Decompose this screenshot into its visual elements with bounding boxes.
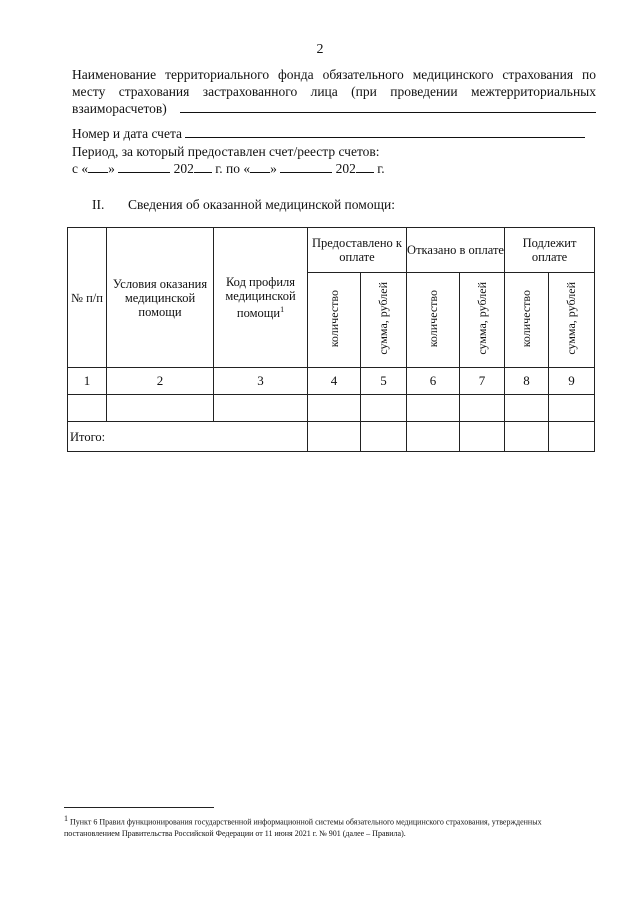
header-profile-code: [214, 228, 308, 368]
total-cell[interactable]: [361, 422, 407, 452]
total-row: [68, 422, 595, 452]
total-cell[interactable]: [460, 422, 505, 452]
header-sum-text: сумма, рублей: [474, 282, 489, 355]
header-sum-text: сумма, рублей: [376, 282, 390, 355]
col-number: 3: [214, 368, 308, 395]
table-cell[interactable]: [107, 395, 214, 422]
period-quote1: »: [108, 161, 115, 176]
col-number: 1: [68, 368, 107, 395]
footnote-ref: 1: [280, 304, 285, 314]
table-cell[interactable]: [505, 395, 549, 422]
total-label: Итого:: [68, 422, 308, 452]
total-cell[interactable]: [505, 422, 549, 452]
column-number-row: [68, 368, 595, 395]
header-presented-qty: [308, 273, 361, 368]
header-refused-qty: [407, 273, 460, 368]
header-presented-sum: [361, 273, 407, 368]
total-cell[interactable]: [308, 422, 361, 452]
period-year1-text: 202: [173, 161, 194, 176]
section-number: II.: [92, 197, 105, 212]
header-qty-text: количество: [326, 289, 341, 348]
header-payable-qty: [505, 273, 549, 368]
period-day2-field[interactable]: [250, 160, 270, 173]
col-number: 4: [308, 368, 361, 395]
footnote-divider: [64, 807, 214, 808]
period-end-text: г.: [377, 161, 385, 176]
table-cell[interactable]: [214, 395, 308, 422]
fund-name-label: [72, 66, 596, 117]
footnote-text: Пункт 6 Правил функционирования государственной информационной системы обязательного медицинского страхования, утвержденных постановлением Правительства Российской Федерации от 11 июня 2021 г. № 901 (далее – Правила).: [64, 817, 542, 838]
footnote-mark: 1: [64, 814, 68, 823]
period-quote2: »: [270, 161, 277, 176]
header-conditions: Условия оказания медицинской помощи: [107, 228, 214, 368]
col-number: 9: [549, 368, 595, 395]
col-number: 8: [505, 368, 549, 395]
period-from-text: с «: [72, 161, 89, 176]
footnote: [64, 813, 594, 839]
period-dates: [72, 160, 596, 177]
period-month2-field[interactable]: [280, 160, 332, 173]
table-cell[interactable]: [549, 395, 595, 422]
section-heading: [92, 197, 395, 213]
header-presented: Предоставлено к оплате: [308, 228, 407, 273]
account-label: Номер и дата счета: [72, 126, 183, 141]
period-year2-field[interactable]: [356, 160, 374, 173]
header-num: № п/п: [68, 228, 107, 368]
period-year1-field[interactable]: [194, 160, 212, 173]
col-number: 2: [107, 368, 214, 395]
total-cell[interactable]: [407, 422, 460, 452]
period-month1-field[interactable]: [118, 160, 170, 173]
fund-name-field[interactable]: [180, 100, 596, 113]
header-sum-text: сумма, рублей: [564, 282, 579, 355]
header-profile-code-text: Код профиля медицинской помощи: [225, 274, 296, 321]
fund-name-text: Наименование территориального фонда обязательного медицинского страхования по месту страхования застрахованного лица (при проведении межтерриториальных взаиморасчетов): [72, 67, 596, 116]
col-number: 5: [361, 368, 407, 395]
period-day1-field[interactable]: [88, 160, 108, 173]
col-number: 7: [460, 368, 505, 395]
table-cell[interactable]: [407, 395, 460, 422]
medical-care-table: [67, 227, 595, 452]
period-to-text: г. по «: [215, 161, 251, 176]
header-qty-text: количество: [519, 289, 534, 348]
section-title: Сведения об оказанной медицинской помощи:: [128, 197, 395, 212]
table-row: [68, 395, 595, 422]
period-year2-text: 202: [335, 161, 356, 176]
col-number: 6: [407, 368, 460, 395]
table-cell[interactable]: [308, 395, 361, 422]
page-number: 2: [316, 42, 324, 57]
account-row: [72, 125, 596, 142]
table-cell[interactable]: [68, 395, 107, 422]
header-refused-sum: [460, 273, 505, 368]
period-label: Период, за который предоставлен счет/реестр счетов:: [72, 144, 380, 159]
header-payable-sum: [549, 273, 595, 368]
table-cell[interactable]: [361, 395, 407, 422]
header-qty-text: количество: [425, 289, 440, 348]
header-refused: Отказано в оплате: [407, 228, 505, 273]
table-cell[interactable]: [460, 395, 505, 422]
total-cell[interactable]: [549, 422, 595, 452]
account-field[interactable]: [185, 125, 585, 138]
header-payable: Подлежит оплате: [505, 228, 595, 273]
